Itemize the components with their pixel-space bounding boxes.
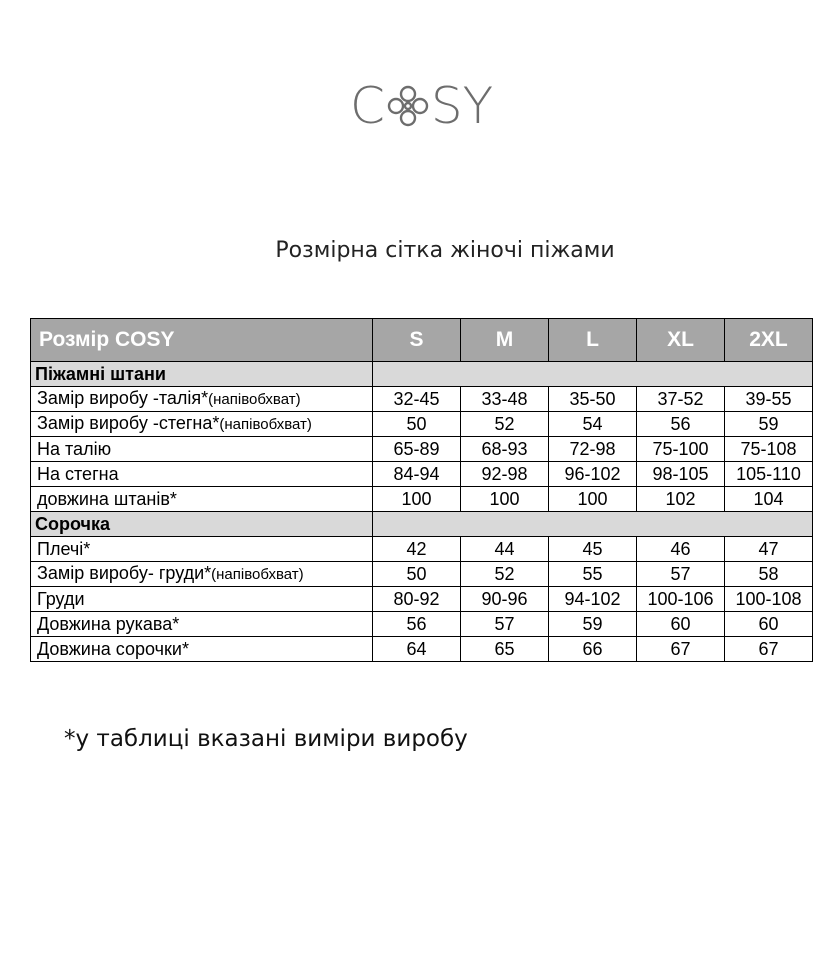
size-value-cell: 56: [637, 412, 725, 437]
row-label-cell: [31, 412, 373, 437]
size-value-cell: 67: [725, 637, 813, 662]
table-header-row: [31, 319, 813, 362]
knot-flower-icon: [386, 84, 430, 128]
size-value-cell: 100-106: [637, 587, 725, 612]
size-value-cell: 60: [637, 612, 725, 637]
size-value-cell: 32-45: [373, 387, 461, 412]
size-value-cell: 57: [461, 612, 549, 637]
size-value-cell: 42: [373, 537, 461, 562]
size-value-cell: 56: [373, 612, 461, 637]
row-label: Замір виробу- груди*: [37, 563, 212, 583]
section-fill: [373, 362, 813, 387]
size-value-cell: 39-55: [725, 387, 813, 412]
table-row: [31, 587, 813, 612]
size-value-cell: 57: [637, 562, 725, 587]
size-value-cell: 96-102: [549, 462, 637, 487]
header-size-s: S: [373, 319, 461, 362]
size-value-cell: 94-102: [549, 587, 637, 612]
size-value-cell: 67: [637, 637, 725, 662]
row-note: (напівобхват): [208, 391, 301, 408]
size-value-cell: 37-52: [637, 387, 725, 412]
page-title: Розмірна сітка жіночі піжами: [275, 238, 615, 263]
row-label-cell: [31, 387, 373, 412]
row-label: Плечі*: [37, 539, 91, 559]
row-label-cell: [31, 462, 373, 487]
size-value-cell: 55: [549, 562, 637, 587]
row-label: На стегна: [37, 464, 119, 484]
table-row: [31, 487, 813, 512]
row-note: (напівобхват): [219, 416, 312, 433]
size-value-cell: 59: [725, 412, 813, 437]
size-value-cell: 54: [549, 412, 637, 437]
size-value-cell: 100-108: [725, 587, 813, 612]
size-value-cell: 52: [461, 412, 549, 437]
size-value-cell: 59: [549, 612, 637, 637]
size-value-cell: 75-108: [725, 437, 813, 462]
section-title: Піжамні штани: [31, 362, 373, 387]
size-value-cell: 104: [725, 487, 813, 512]
row-label: На талію: [37, 439, 112, 459]
table-row: [31, 612, 813, 637]
header-size-label: Розмір COSY: [31, 319, 373, 362]
section-title: Сорочка: [31, 512, 373, 537]
size-value-cell: 98-105: [637, 462, 725, 487]
row-label-cell: [31, 487, 373, 512]
size-value-cell: 50: [373, 562, 461, 587]
size-value-cell: 60: [725, 612, 813, 637]
size-chart-table: [30, 318, 813, 662]
size-value-cell: 52: [461, 562, 549, 587]
table-row: [31, 412, 813, 437]
row-label: Замір виробу -стегна*: [37, 413, 220, 433]
brand-logo: [350, 76, 520, 136]
row-note: (напівобхват): [211, 566, 304, 583]
size-value-cell: 102: [637, 487, 725, 512]
footnote: *у таблиці вказані виміри виробу: [64, 726, 468, 752]
size-value-cell: 105-110: [725, 462, 813, 487]
table-row: [31, 387, 813, 412]
row-label-cell: [31, 437, 373, 462]
size-value-cell: 46: [637, 537, 725, 562]
row-label: Замір виробу -талія*: [37, 388, 209, 408]
size-value-cell: 90-96: [461, 587, 549, 612]
logo-letter-c: C: [350, 77, 385, 135]
section-header-row: [31, 512, 813, 537]
row-label-cell: [31, 612, 373, 637]
size-value-cell: 50: [373, 412, 461, 437]
size-value-cell: 44: [461, 537, 549, 562]
size-value-cell: 65: [461, 637, 549, 662]
size-value-cell: 100: [549, 487, 637, 512]
row-label: Довжина сорочки*: [37, 639, 189, 659]
header-size-m: M: [461, 319, 549, 362]
row-label: Довжина рукава*: [37, 614, 180, 634]
row-label: Груди: [37, 589, 85, 609]
row-label-cell: [31, 562, 373, 587]
logo-letters-sy: SY: [430, 77, 494, 135]
header-size-xl: XL: [637, 319, 725, 362]
size-value-cell: 92-98: [461, 462, 549, 487]
size-value-cell: 47: [725, 537, 813, 562]
size-value-cell: 35-50: [549, 387, 637, 412]
size-value-cell: 66: [549, 637, 637, 662]
section-fill: [373, 512, 813, 537]
table-row: [31, 637, 813, 662]
size-value-cell: 84-94: [373, 462, 461, 487]
size-value-cell: 58: [725, 562, 813, 587]
section-header-row: [31, 362, 813, 387]
size-value-cell: 65-89: [373, 437, 461, 462]
row-label-cell: [31, 637, 373, 662]
table-row: [31, 437, 813, 462]
size-value-cell: 68-93: [461, 437, 549, 462]
size-value-cell: 64: [373, 637, 461, 662]
header-size-l: L: [549, 319, 637, 362]
table-row: [31, 562, 813, 587]
table-row: [31, 462, 813, 487]
row-label-cell: [31, 587, 373, 612]
table-row: [31, 537, 813, 562]
size-value-cell: 100: [461, 487, 549, 512]
size-value-cell: 33-48: [461, 387, 549, 412]
header-size-2xl: 2XL: [725, 319, 813, 362]
size-value-cell: 100: [373, 487, 461, 512]
size-value-cell: 45: [549, 537, 637, 562]
size-value-cell: 72-98: [549, 437, 637, 462]
row-label-cell: [31, 537, 373, 562]
row-label: довжина штанів*: [37, 489, 177, 509]
size-value-cell: 75-100: [637, 437, 725, 462]
size-value-cell: 80-92: [373, 587, 461, 612]
